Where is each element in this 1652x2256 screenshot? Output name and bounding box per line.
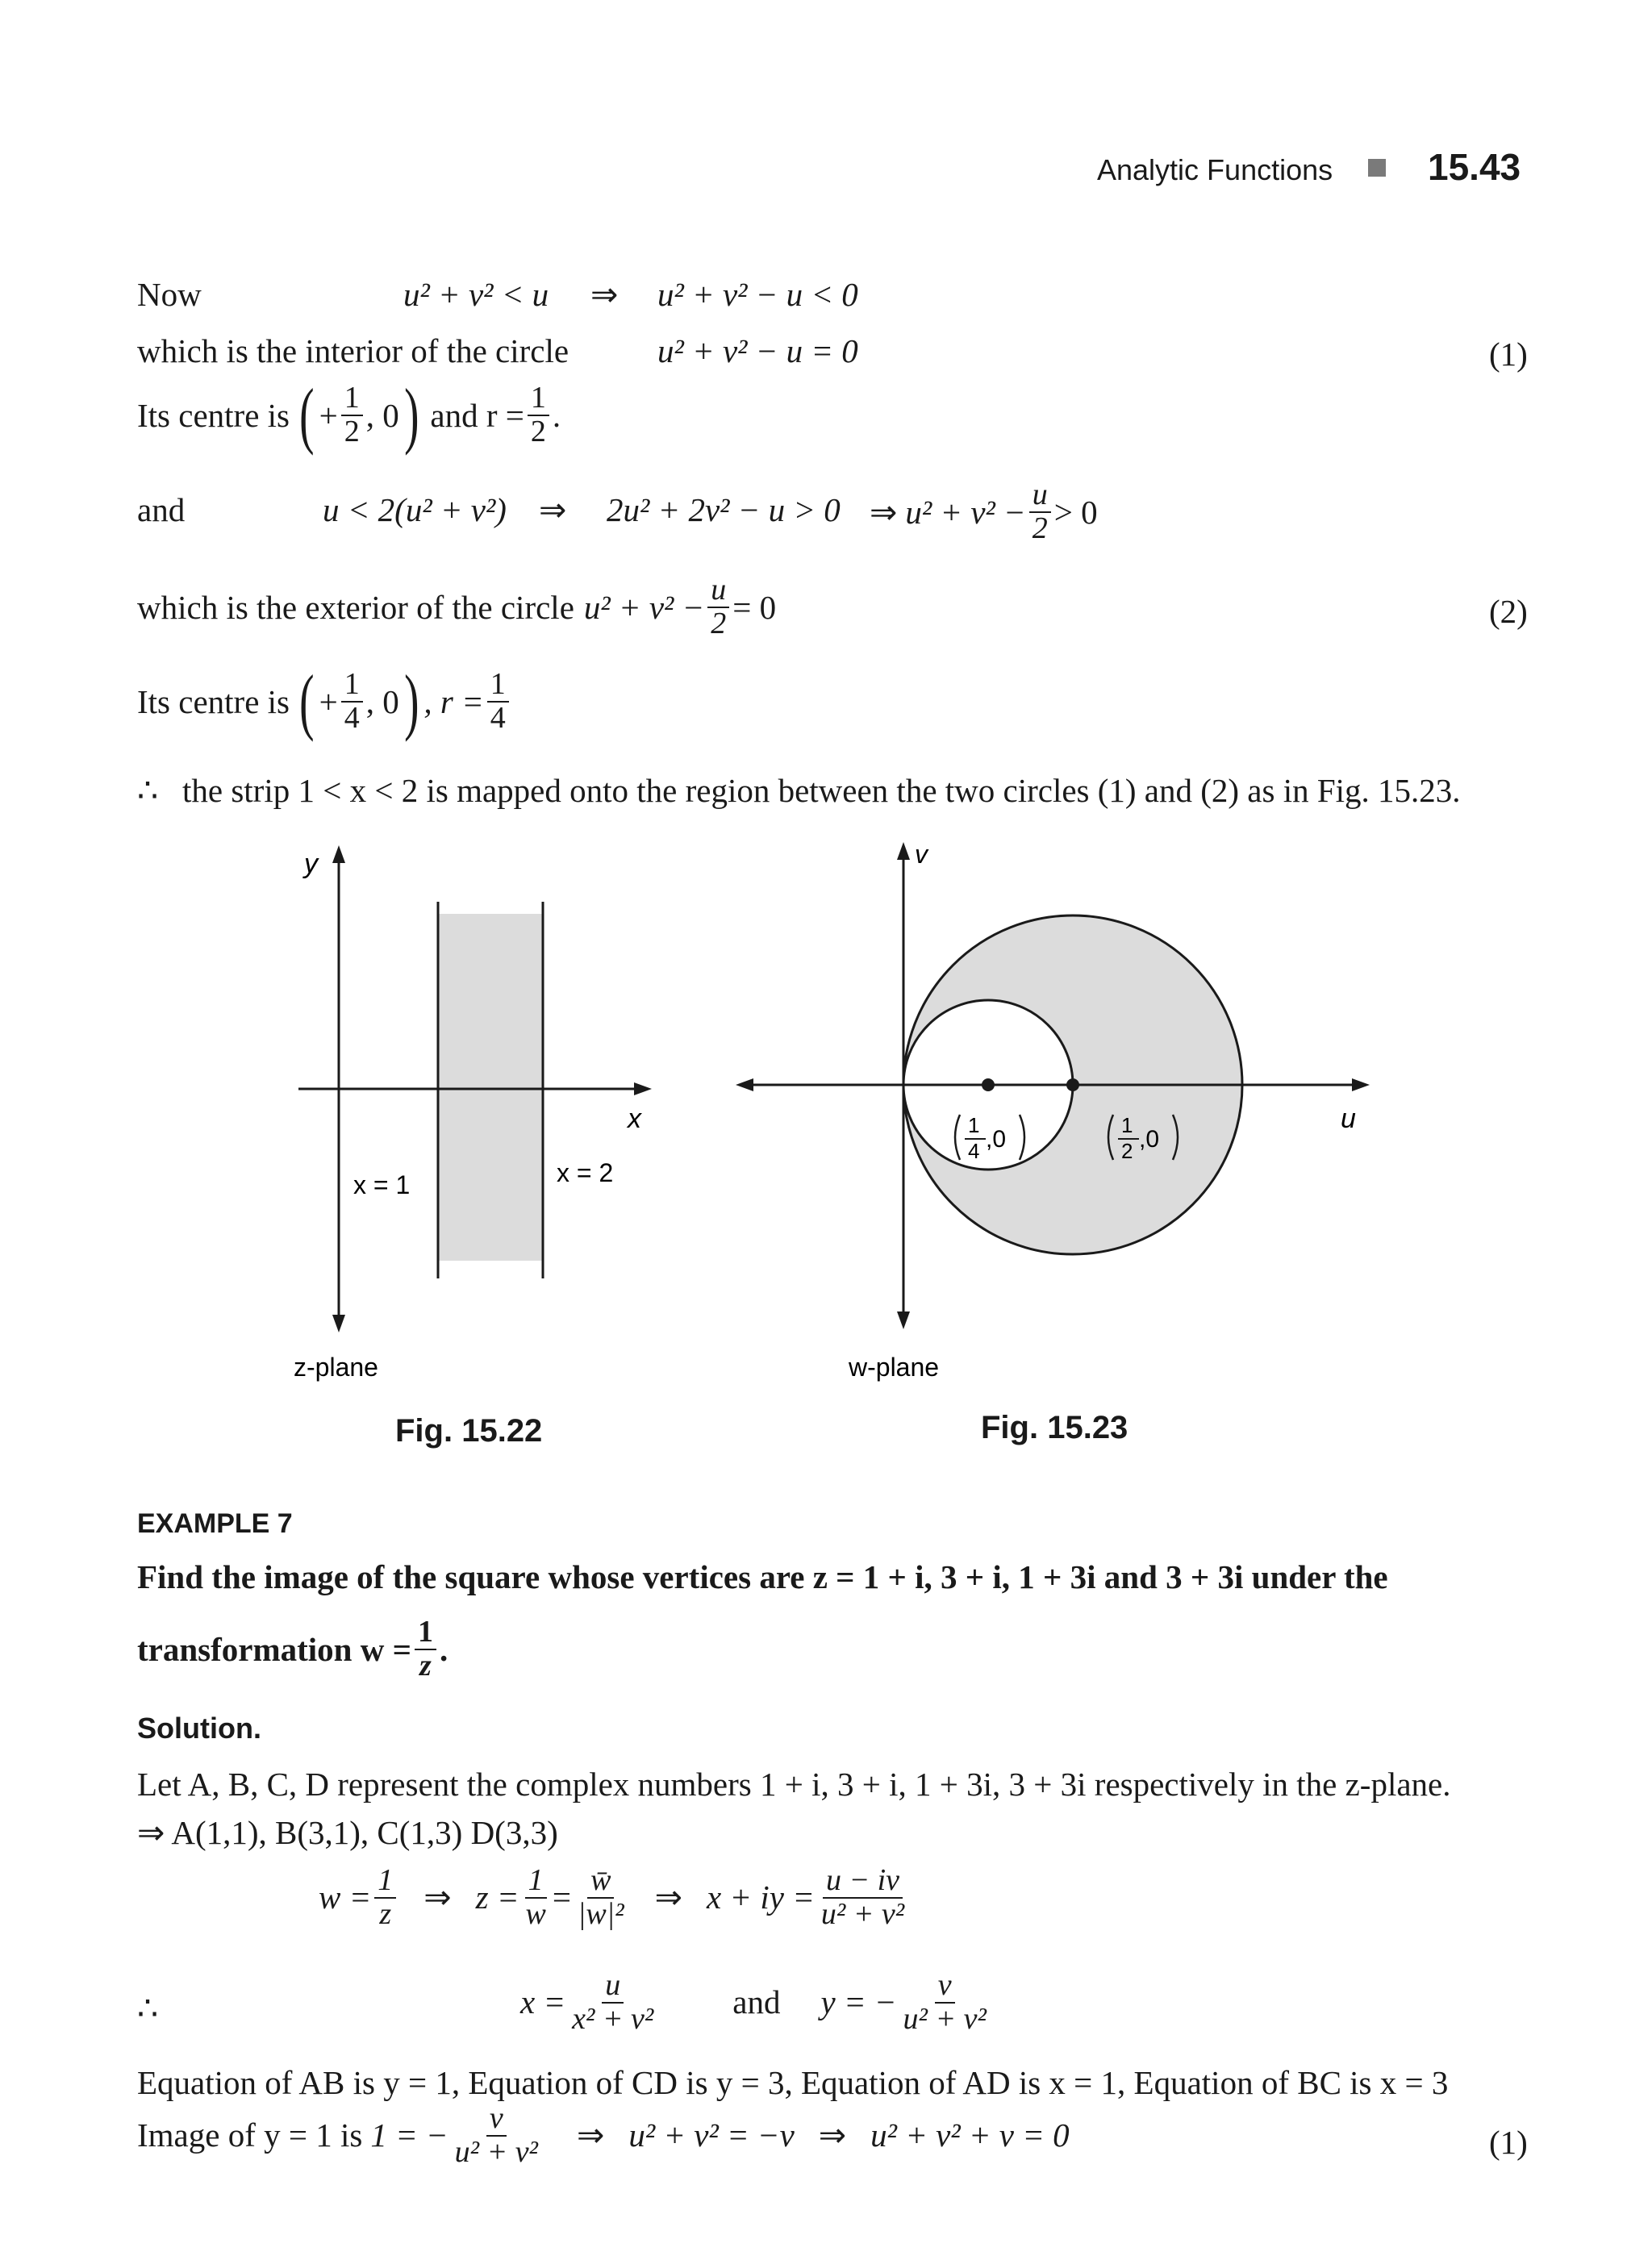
therefore-symbol: ∴: [137, 772, 159, 809]
x-axis-arrow-right: [634, 1082, 652, 1095]
x-axis-label: x: [628, 1103, 641, 1134]
page-number: 15.43: [1428, 146, 1521, 188]
image-line: Image of y = 1 is 1 = − $\frac{v}{\text{u² + v²}}$ ⇒ u² + v² = −v ⇒ u² + v² + v = 0: [137, 2100, 1070, 2169]
and-r-label: and r =: [430, 396, 524, 434]
fraction-wbar-over-modw: $\frac{w̄}{\text{|w|²}}$: [577, 1862, 624, 1931]
exterior-eq-b: = 0: [732, 588, 777, 626]
fraction-r-half: $\frac{1}{2}$: [528, 382, 549, 448]
fraction-y: $\frac{v}{\text{u² + v²}}$: [903, 1967, 987, 2036]
now-eq1: u² + v² < u: [403, 276, 549, 313]
implies-arrow: ⇒: [590, 276, 619, 313]
fraction-u-over-2: $\frac{u}{2}$: [1029, 479, 1051, 545]
exterior-line: [137, 567, 776, 648]
fraction-u-over-2: $\frac{u}{2}$: [707, 574, 729, 640]
centre2-prefix: Its centre is: [137, 682, 290, 720]
and-eq3: ⇒ u² + v² − $\frac{u}{2}$ > 0: [870, 477, 1098, 545]
right-paren: ): [403, 373, 419, 457]
fraction-x: $\frac{u}{\text{x² + v²}}$: [572, 1967, 654, 2036]
equation-number-2: (2): [1489, 593, 1528, 630]
fraction-image: $\frac{v}{\text{u² + v²}}$: [454, 2100, 538, 2169]
y-axis-arrow-up: [332, 845, 345, 863]
therefore-symbol: ∴: [137, 1990, 159, 2027]
fraction-one-over-z: $\frac{1}{z}$: [415, 1616, 436, 1683]
plus-sign: +: [319, 396, 338, 434]
fraction-u-minus-iv: $\frac{u - iv}{\text{u² + v²}}$: [820, 1862, 905, 1931]
fraction-1-over-z: $\frac{1}{z}$: [374, 1865, 396, 1931]
left-paren: (: [299, 373, 315, 457]
left-paren: (: [299, 660, 315, 743]
equation-number-1: (1): [1489, 336, 1528, 373]
centre1-prefix: Its centre is: [137, 396, 290, 434]
strip-text: the strip 1 < x < 2 is mapped onto the region between the two circles (1) and (2) as in Fig. 15.23.: [182, 772, 1461, 809]
svg-text:,0: ,0: [986, 1126, 1007, 1153]
v-axis-label: v: [915, 840, 928, 869]
figure-15-22: [274, 839, 678, 1403]
right-paren: ): [403, 660, 419, 743]
now-eq2: u² + v² − u < 0: [657, 276, 858, 313]
fig-15-22-caption: Fig. 15.22: [395, 1413, 543, 1449]
r-eq-label: , r =: [423, 682, 484, 720]
equations-line: Equation of AB is y = 1, Equation of CD is y = 3, Equation of AD is x = 1, Equation of BC is x = 3: [137, 2064, 1449, 2101]
x1-label: x = 1: [353, 1170, 411, 1199]
centre1-line: Its centre is ( + $\frac{1}{2}$ , 0 ) and r = $\frac{1}{2}$ .: [137, 373, 561, 457]
y-axis-label: y: [304, 849, 318, 879]
svg-text:1: 1: [1121, 1113, 1133, 1137]
centre-quarter-dot: [982, 1078, 995, 1091]
solution-line-1: Let A, B, C, D represent the complex numbers 1 + i, 3 + i, 1 + 3i, 3 + 3i respectively in the z-plane.: [137, 1766, 1451, 1803]
v-axis-arrow-down: [897, 1311, 910, 1329]
and-eq1: u < 2(u² + v²): [323, 491, 507, 528]
u-axis-arrow-left: [736, 1078, 753, 1091]
fraction-1-over-w: $\frac{1}{w}$: [525, 1862, 546, 1931]
and-label: and: [137, 491, 186, 528]
header-square-icon: [1368, 159, 1386, 177]
x-y-equation-line: x = $\frac{u}{\text{x² + v²}}$ and y = − $\frac{v}{\text{u² + v²}}$: [520, 1956, 993, 2049]
problem-line-1: Find the image of the square whose vertices are z = 1 + i, 3 + i, 1 + 3i and 3 + 3i under the: [137, 1558, 1388, 1595]
solution-line-2: ⇒ A(1,1), B(3,1), C(1,3) D(3,3): [137, 1814, 558, 1851]
fig-15-23-caption: Fig. 15.23: [981, 1410, 1128, 1445]
centre-half-dot: [1066, 1078, 1079, 1091]
example-heading: EXAMPLE 7: [137, 1508, 293, 1539]
comma-zero: , 0: [365, 396, 399, 434]
u-axis-label: u: [1341, 1103, 1356, 1134]
fraction-half: $\frac{1}{2}$: [341, 382, 363, 448]
svg-text:1: 1: [968, 1113, 980, 1137]
problem-line-2: transformation w = $\frac{1}{z}$ .: [137, 1615, 448, 1683]
equation-number-1: (1): [1489, 2124, 1528, 2161]
implies-arrow: ⇒: [539, 491, 567, 528]
u-axis-arrow-right: [1352, 1078, 1370, 1091]
figure-15-23: [726, 839, 1404, 1403]
svg-text:4: 4: [968, 1139, 980, 1163]
now-label: Now: [137, 276, 202, 313]
solution-heading: Solution.: [137, 1712, 261, 1745]
exterior-text: which is the exterior of the circle: [137, 588, 574, 626]
interior-eq: u² + v² − u = 0: [657, 332, 858, 369]
v-axis-arrow-up: [897, 842, 910, 860]
fraction-quarter: $\frac{1}{4}$: [341, 669, 363, 735]
strip-shaded-region: [438, 914, 543, 1261]
y-axis-arrow-down: [332, 1315, 345, 1332]
fraction-r-quarter: $\frac{1}{4}$: [487, 669, 509, 735]
x2-label: x = 2: [557, 1158, 614, 1187]
svg-text:2: 2: [1121, 1139, 1133, 1163]
svg-text:,0: ,0: [1139, 1126, 1160, 1153]
w-equation-line: w = $\frac{1}{z}$ ⇒ z = $\frac{1}{w}$ = $\frac{w̄}{\text{|w|²}}$ ⇒ x + iy = $\frac{u - iv}{\text{u² + v²}}$: [319, 1851, 911, 1944]
centre2-line: Its centre is ( + $\frac{1}{4}$ , 0 ) , r = $\frac{1}{4}$: [137, 657, 512, 746]
z-plane-label: z-plane: [294, 1353, 378, 1382]
interior-text: which is the interior of the circle: [137, 332, 569, 369]
running-header: Analytic Functions: [1097, 153, 1333, 186]
w-plane-label: w-plane: [849, 1353, 940, 1382]
and-eq2: 2u² + 2v² − u > 0: [607, 491, 841, 528]
exterior-eq-a: u² + v² −: [583, 588, 705, 626]
